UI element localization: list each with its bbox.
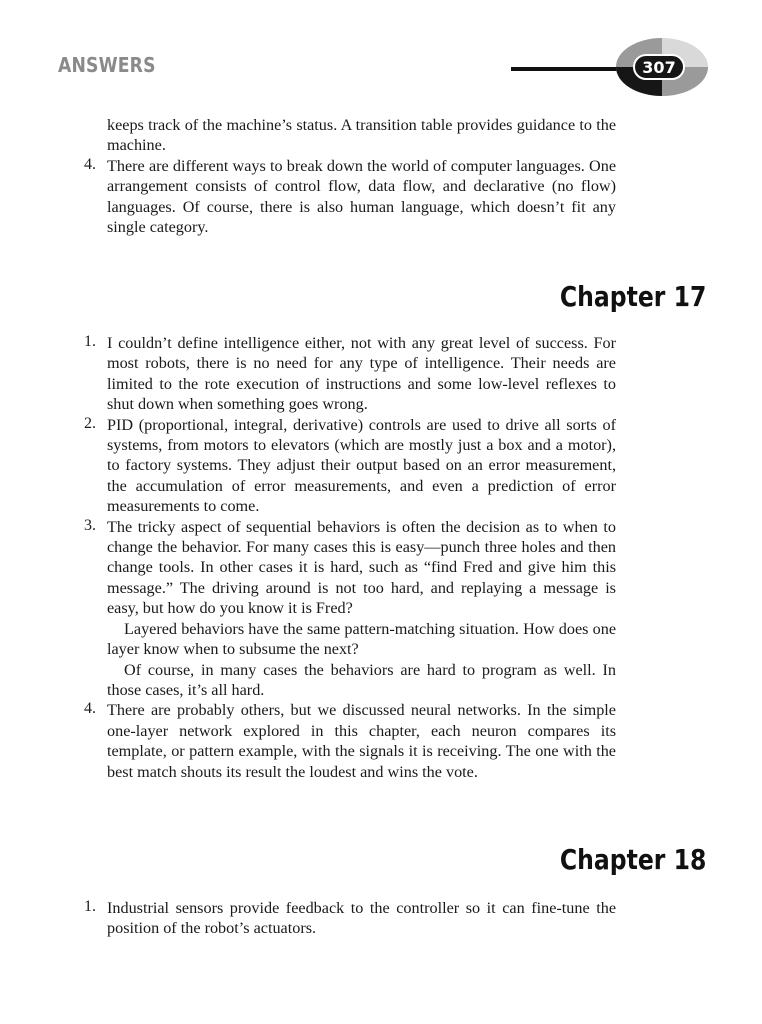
chapter-17-heading: Chapter 17 bbox=[559, 280, 706, 313]
answer-paragraph: The tricky aspect of sequential behaviors is often the decision as to when to change the behavior. For many cases this is easy—punch three holes and then change tools. In other cases it is hard, such as “find Fred and give him this message.” The driving around is not too hard, and replaying a message is easy, but how do you know it is Fred? bbox=[107, 517, 616, 618]
header-rule bbox=[511, 67, 623, 71]
answer-number: 4. bbox=[84, 155, 96, 173]
answer-paragraph: There are probably others, but we discussed neural networks. In the simple one-layer network explored in this chapter, each neuron compares its template, or pattern example, with the signals it is receiving. The one with the best match shouts its result the loudest and wins the vote. bbox=[107, 701, 616, 781]
answer-number: 3. bbox=[84, 516, 96, 534]
answer-item bbox=[74, 156, 616, 238]
answers-list bbox=[74, 333, 616, 782]
chapter-18-heading: Chapter 18 bbox=[559, 843, 706, 876]
chapter-17-answers bbox=[74, 333, 616, 782]
page-number-badge bbox=[614, 36, 710, 98]
answer-item bbox=[74, 333, 616, 415]
answer-item bbox=[74, 517, 616, 701]
answer-number: 2. bbox=[84, 414, 96, 432]
answer-paragraph: There are different ways to break down the world of computer languages. One arrangement consists of control flow, data flow, and declarative (no flow) languages. Of course, there is also human language, which doesn’t fit any single category. bbox=[107, 156, 616, 237]
chapter-18-answers bbox=[74, 898, 616, 939]
answer-number: 1. bbox=[84, 898, 96, 915]
answers-list bbox=[74, 115, 616, 237]
answer-item bbox=[74, 115, 616, 156]
answer-paragraph: Of course, in many cases the behaviors are hard to program as well. In those cases, it’s all hard. bbox=[107, 660, 616, 699]
answer-paragraph: Layered behaviors have the same pattern-matching situation. How does one layer know when to subsume the next? bbox=[107, 619, 616, 659]
answer-number: 4. bbox=[84, 700, 96, 718]
answer-item bbox=[74, 898, 616, 939]
answer-item bbox=[74, 700, 616, 782]
answer-item bbox=[74, 415, 616, 517]
answer-paragraph: keeps track of the machine’s status. A transition table provides guidance to the machine. bbox=[107, 116, 616, 155]
page-number: 307 bbox=[642, 58, 676, 77]
answer-paragraph: PID (proportional, integral, derivative) controls are used to drive all sorts of systems, from motors to elevators (which are mostly just a box and a motor), to factory systems. They adjust their output based on an error measurement, the accumulation of error measurements, and even a prediction of error measurements to come. bbox=[107, 415, 616, 516]
chapter-16-answers-continued bbox=[74, 115, 616, 237]
answers-list bbox=[74, 898, 616, 939]
running-header: ANSWERS bbox=[58, 53, 156, 77]
answer-number: 1. bbox=[84, 333, 96, 350]
answer-paragraph: I couldn’t define intelligence either, not with any great level of success. For most robots, there is no need for any type of intelligence. Their needs are limited to the rote execution of instructions and some low-level reflexes to shut down when something goes wrong. bbox=[107, 334, 616, 414]
answer-paragraph: Industrial sensors provide feedback to the controller so it can fine-tune the position of the robot’s actuators. bbox=[107, 899, 616, 938]
